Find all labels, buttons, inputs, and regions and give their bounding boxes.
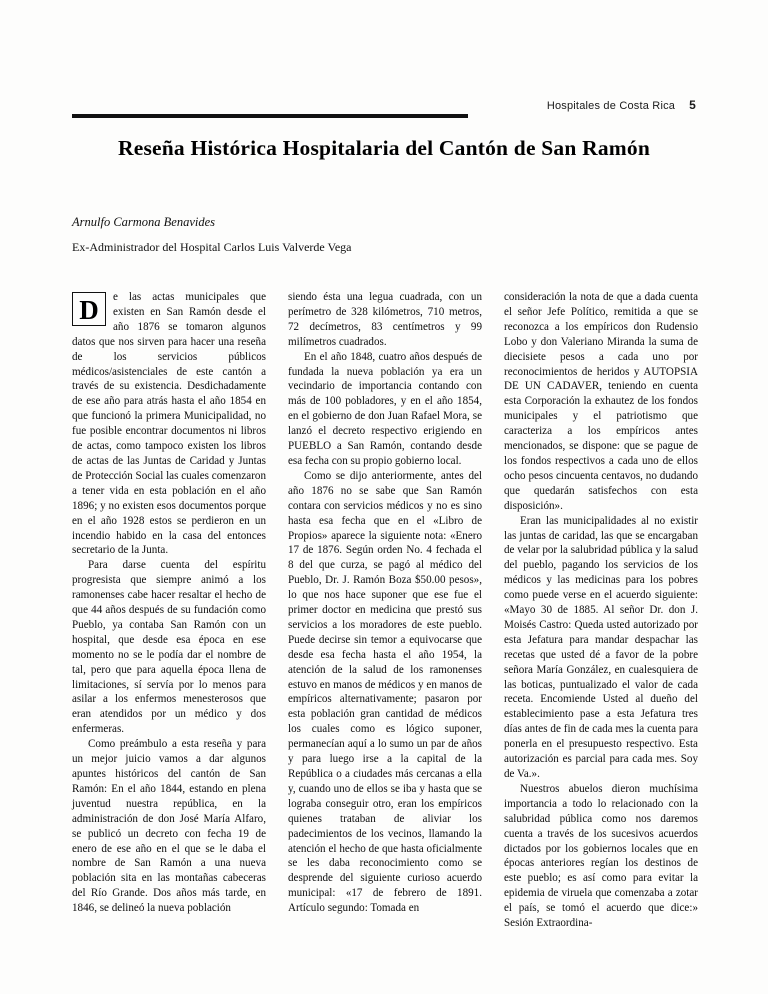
author-name: Arnulfo Carmona Benavides	[72, 215, 216, 229]
dropcap-block	[72, 290, 266, 558]
paragraph: Como preámbulo a esta reseña y para un mejor juicio vamos a dar algunos apuntes históricos del cantón de San Ramón: En el año 1844, estando en plena juventud nuestra república, en la administración de don José María Alfaro, se publicó un decreto con fecha 19 de enero de ese año en el que se le daba el nombre de San Ramón a una nueva población sita en las montañas cabeceras del Río Grande. Dos años más tarde, en 1846, se delineó la nueva población	[72, 738, 266, 915]
paragraph: consideración la nota de que a dada cuenta el señor Jefe Político, remitida a que se reconozca a los empíricos don Rudensio Lobo y don Valeriano Miranda la suma de diecisiete pesos a cada uno por reconocimientos de heridos y AUTOPSIA DE UN CADAVER, teniendo en cuenta esta Corporación la exhautez de los fondos municipales y el patriotismo que caracteriza a los empíricos antes mencionados, se dispone: que se pague de los fondos respectivos a cada uno de ellos ocho pesos cincuenta centavos, no dudando que quedarán satisfechos con esta disposición».	[504, 291, 698, 512]
paragraph: Nuestros abuelos dieron muchísima importancia a todo lo relacionado con la salubridad pública como nos daremos cuenta a través de los sucesivos acuerdos dictados por los gobiernos locales que en épocas anteriores regían los destinos de este pueblo; es así como para evitar la epidemia de viruela que comenzaba a zotar el país, se tomó el acuerdo que dice:» Sesión Extraordina-	[504, 782, 698, 930]
running-header	[72, 98, 696, 112]
paragraph: Como se dijo anteriormente, antes del año 1876 no se sabe que San Ramón contara con servicios médicos y no es sino hasta esa fecha que en el «Libro de Propios» aparece la siguiente nota: «Enero 17 de 1876. Según orden No. 4 fechada el 8 del que curza, se pagó al médico del Pueblo, Dr. J. Ramón Boza $50.00 pesos», lo que nos hace suponer que ese fue el primer doctor en medicina que prestó sus servicios a los moradores de este pueblo. Puede decirse sin temor a equivocarse que desde esa fecha hasta el año 1954, la atención de la salud de los ramonenses estuvo en manos de médicos y en manos de empíricos alternativamente; pasaron por esta población gran cantidad de médicos los cuales como es lógico suponer, permanecían aquí a lo sumo un par de años y para luego irse a la capital de la República o a ciudades más cercanas a ella y, cuando uno de ellos se iba y hasta que se lograba conseguir otro, eran los empíricos quienes trataban de aliviar los padecimientos de los vecinos, llamando la atención el hecho de que hasta oficialmente se les daba reconocimiento como se desprende del siguiente curioso acuerdo municipal: «17 de febrero de 1891. Artículo segundo: Tomada en	[288, 469, 482, 915]
paragraph: siendo ésta una legua cuadrada, con un perímetro de 328 kilómetros, 710 metros, 72 decímetros, 83 centímetros y 99 milímetros cuadrados.	[288, 291, 482, 348]
column-1	[72, 290, 266, 930]
paragraph: Eran las municipalidades al no existir las juntas de caridad, las que se encargaban de velar por la salubridad pública y la salud del pueblo, pagando los servicios de los médicos y las medicinas para los pobres como puede verse en el acuerdo siguiente: «Mayo 30 de 1885. Al señor Dr. don J. Moisés Castro: Queda usted autorizado por esta Jefatura para mandar despachar las recetas que usted dé a favor de la pobre señora María González, en cualesquiera de las boticas, puntualizado el valor de cada receta. Encomiende Usted al dueño del establecimiento pase a esta Jefatura tres días antes de fin de cada mes la cuenta para ponerla en el presupuesto respectivo. Esta autorización es parcial para cada mes. Soy de Va.».	[504, 514, 698, 780]
page-number: 5	[689, 98, 696, 112]
column-2	[288, 290, 482, 930]
paragraph: Para darse cuenta del espíritu progresista que siempre animó a los ramonenses cabe hacer resaltar el hecho de que 44 años después de su fundación como Pueblo, ya contaba San Ramón con un hospital, que desde esa época en ese momento no se le podía dar el nombre de tal, pero que para aquella época llena de limitaciones, sí servía por lo menos para asilar a los enfermos menesterosos que eran atendidos por un médico y dos enfermeras.	[72, 559, 266, 736]
page-title: Reseña Histórica Hospitalaria del Cantón de San Ramón	[118, 136, 650, 160]
article-columns	[72, 290, 698, 930]
header-rule	[72, 114, 468, 118]
running-header-title: Hospitales de Costa Rica	[546, 100, 676, 112]
paragraph: e las actas municipales que existen en San Ramón desde el año 1876 se tomaron algunos datos que nos sirven para hacer una reseña de los servicios públicos médicos/asistenciales de este cantón a través de su existencia. Desdichadamente de ese año para atrás hasta el año 1854 en que funcionó la primera Municipalidad, no fue posible encontrar documentos ni libros de actas, como tampoco existen los libros de actas de las Juntas de Caridad y Juntas de Protección Social las cuales comenzaron a tener vida en esta población en el año 1896; y no existen esos documentos porque en el año 1928 estos se perdieron en un incendio habido en la casa del entonces secretario de la Junta.	[72, 291, 266, 557]
paragraph: En el año 1848, cuatro años después de fundada la nueva población ya era un vecindario de importancia contando con más de 100 pobladores, y en el año 1854, en el gobierno de don Juan Rafael Mora, se lanzó el decreto respectivo erigiendo en PUEBLO a San Ramón, contando desde esa fecha con su propio gobierno local.	[288, 350, 482, 467]
author-role: Ex-Administrador del Hospital Carlos Luis Valverde Vega	[72, 240, 352, 254]
column-3	[504, 290, 698, 930]
dropcap-letter: D	[72, 292, 106, 326]
